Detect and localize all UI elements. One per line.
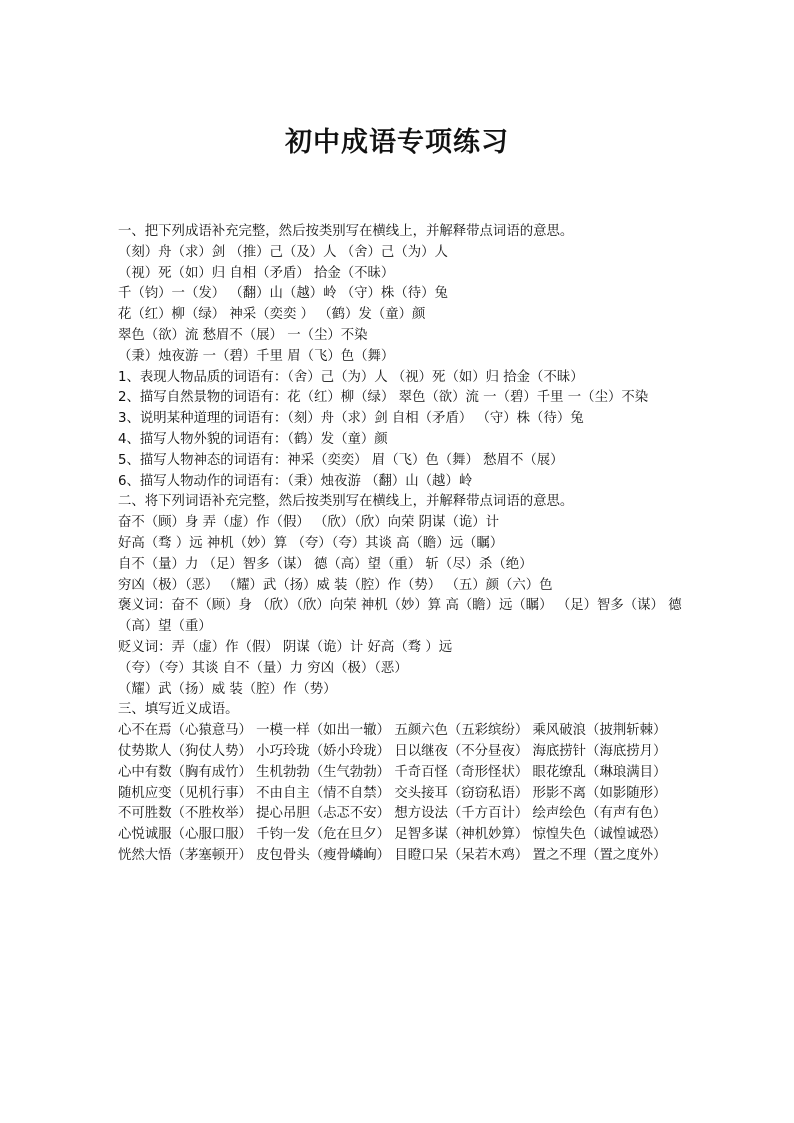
text-line: （秉）烛夜游 一（碧）千里 眉（飞）色（舞） <box>118 348 395 364</box>
category-line: 4、描写人物外貌的词语有：（鹤）发（童）颜 <box>118 431 388 447</box>
synonym-row: 心中有数（胸有成竹） 生机勃勃（生气勃勃） 千奇百怪（奇形怪状） 眼花缭乱（琳琅满目） <box>118 764 667 780</box>
commendatory-words-line: 褒义词：奋不（顾）身 （欣）（欣）向荣 神机（妙）算 高（瞻）远（瞩） （足）智多（谋） 德（高）望（重） <box>118 598 682 635</box>
synonym-row: 不可胜数（不胜枚举） 提心吊胆（忐忑不安） 想方设法（千方百计） 绘声绘色（有声有色） <box>118 806 667 822</box>
synonym-row: 随机应变（见机行事） 不由自主（情不自禁） 交头接耳（窃窃私语） 形影不离（如影随形） <box>118 785 667 801</box>
text-line: 花（红）柳（绿） 神采（奕奕 ） （鹤）发（童）颜 <box>118 307 426 323</box>
text-line: 翠色（欲）流 愁眉不（展） 一（尘）不染 <box>118 327 368 343</box>
category-line: 5、描写人物神态的词语有：神采（奕奕） 眉（飞）色（舞） 愁眉不（展） <box>118 452 564 468</box>
synonym-row: 仗势欺人（狗仗人势） 小巧玲珑（娇小玲珑） 日以继夜（不分昼夜） 海底捞针（海底捞月） <box>118 743 667 759</box>
text-line: （夸）（夸）其谈 自不（量）力 穷凶（极）（恶） <box>118 660 408 676</box>
category-line: 3、说明某种道理的词语有：（刻）舟（求）剑 自相（矛盾） （守）株（待）兔 <box>118 411 584 427</box>
synonym-row: 心不在焉（心猿意马） 一模一样（如出一辙） 五颜六色（五彩缤纷） 乘风破浪（披荆斩棘） <box>118 723 667 739</box>
section-two-heading: 二、将下列词语补充完整，然后按类别写在横线上，并解释带点词语的意思。 <box>118 494 574 510</box>
text-line: 自不（量）力 （足）智多（谋） 德（高）望（重） 斩（尽）杀（绝） <box>118 556 533 572</box>
synonym-row: 恍然大悟（茅塞顿开） 皮包骨头（瘦骨嶙峋） 目瞪口呆（呆若木鸡） 置之不理（置之度外） <box>118 847 667 863</box>
text-line: 好高（骛 ）远 神机（妙）算 （夸）（夸）其谈 高（瞻）远（瞩） <box>118 535 504 551</box>
category-line: 6、描写人物动作的词语有：（秉）烛夜游 （翻）山（越）岭 <box>118 473 473 489</box>
document-title: 初中成语专项练习 <box>285 127 509 158</box>
category-line: 1、表现人物品质的词语有：（舍）己（为）人 （视）死（如）归 拾金（不昧） <box>118 369 584 385</box>
section-three-heading: 三、填写近义成语。 <box>118 702 239 718</box>
category-line: 2、描写自然景物的词语有：花（红）柳（绿） 翠色（欲）流 一（碧）千里 一（尘）不染 <box>118 390 649 406</box>
section-one-heading: 一、把下列成语补充完整，然后按类别写在横线上，并解释带点词语的意思。 <box>118 224 574 239</box>
text-line: （刻）舟（求）剑 （推）己（及）人 （舍）己（为）人 <box>118 244 448 260</box>
text-line: （耀）武（扬）威 装（腔）作（势） <box>118 681 337 697</box>
text-line: 奋不（顾）身 弄（虚）作（假） （欣）（欣）向荣 阴谋（诡）计 <box>118 515 500 531</box>
derogatory-words-line: 贬义词：弄（虚）作（假） 阴谋（诡）计 好高（骛 ）远 <box>118 639 453 655</box>
text-line: （视）死（如）归 自相（矛盾） 拾金（不昧） <box>118 265 395 281</box>
text-line: 穷凶（极）（恶） （耀）武（扬）威 装（腔）作（势） （五）颜（六）色 <box>118 577 553 593</box>
document-body <box>118 222 684 867</box>
synonym-row: 心悦诚服（心服口服） 千钧一发（危在旦夕） 足智多谋（神机妙算） 惊惶失色（诚惶诚恐） <box>118 827 667 843</box>
text-line: 千（钧）一（发） （翻）山（越）岭 （守）株（待）兔 <box>118 286 448 302</box>
